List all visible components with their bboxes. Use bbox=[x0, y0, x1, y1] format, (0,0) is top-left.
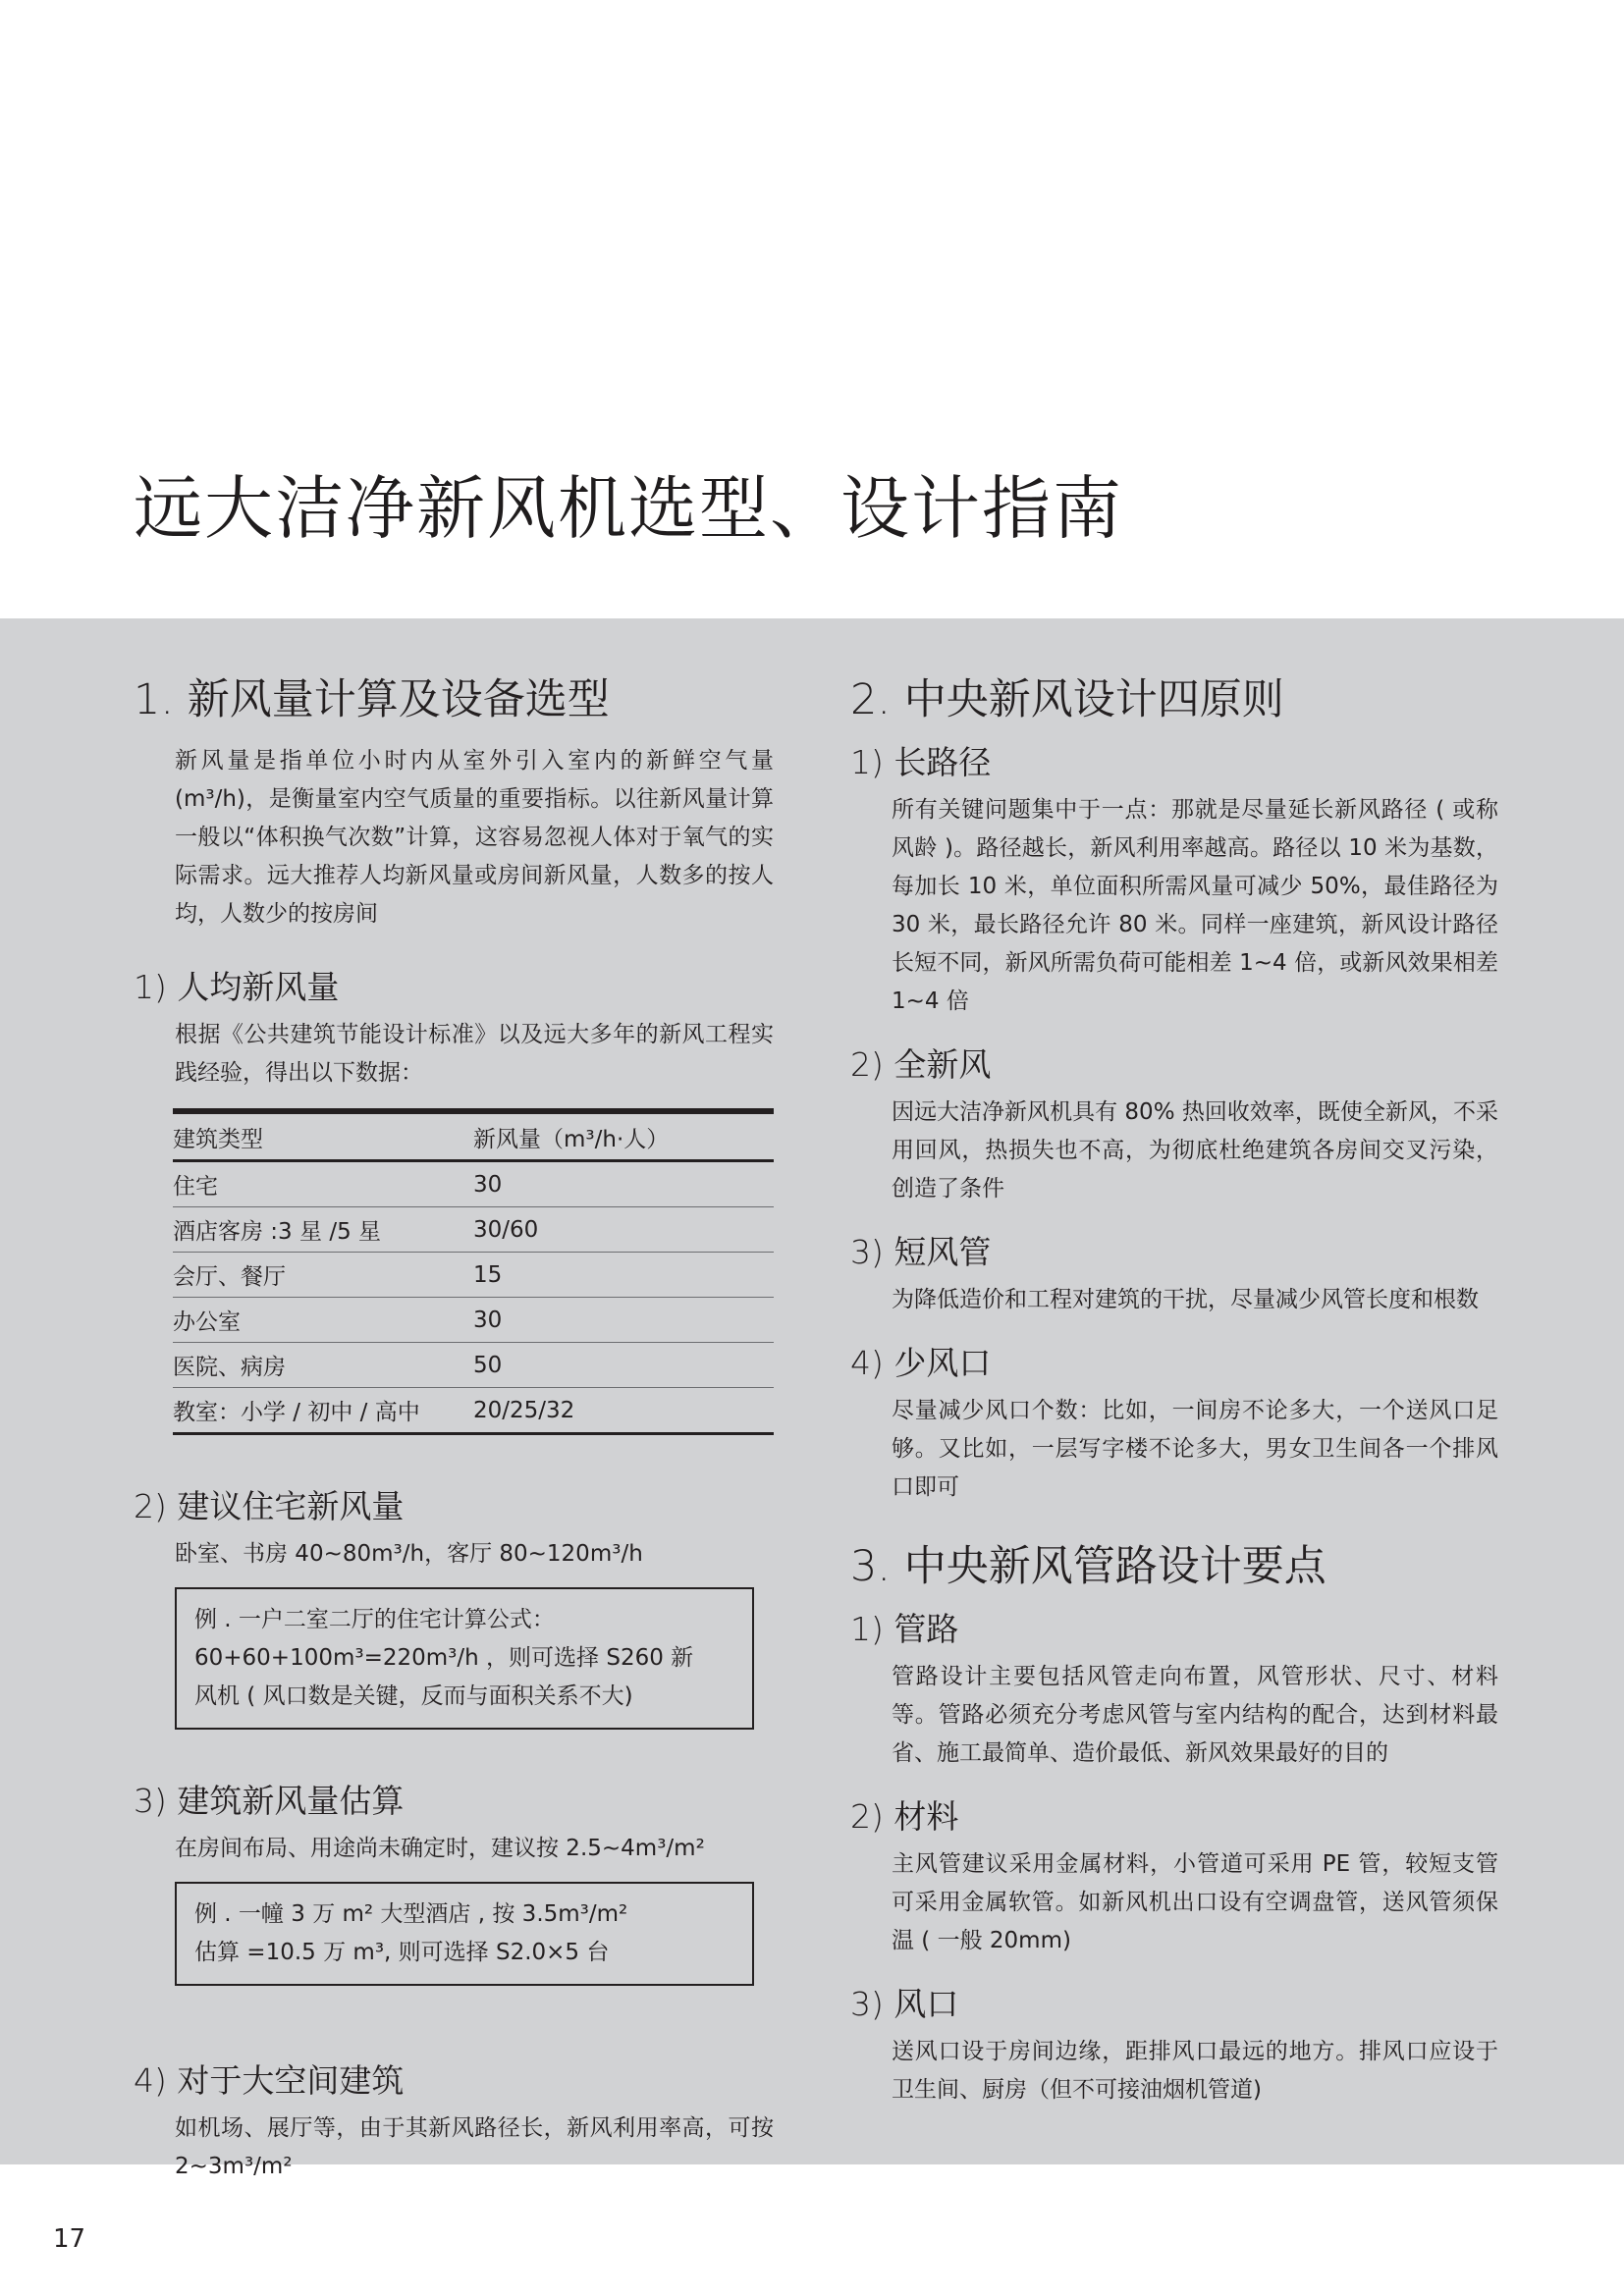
table-cell: 30/60 bbox=[473, 1207, 774, 1253]
table-cell: 教室：小学 / 初中 / 高中 bbox=[173, 1388, 473, 1434]
pipeline-text: 管路设计主要包括风管走向布置，风管形状、尺寸、材料等。管路必须充分考虑风管与室内结构的配合，达到材料最省、施工最简单、造价最低、新风效果最好的目的 bbox=[892, 1664, 1498, 1766]
page-number: 17 bbox=[53, 2224, 86, 2254]
large-space-text: 如机场、展厅等，由于其新风路径长，新风利用率高，可按 2~3m³/m² bbox=[175, 2115, 774, 2179]
section-heading-duct-design: 3. 中央新风管路设计要点 bbox=[850, 1542, 1326, 1591]
vent-text: 送风口设于房间边缘，距排风口最远的地方。排风口应设于卫生间、厨房（但不可接油烟机管道) bbox=[892, 2039, 1498, 2103]
example-line: 风机 ( 风口数是关键，反而与面积关系不大) bbox=[194, 1683, 633, 1709]
table-cell: 酒店客房 :3 星 /5 星 bbox=[173, 1207, 473, 1253]
table-row bbox=[173, 1207, 774, 1253]
building-example-box bbox=[175, 1882, 754, 1986]
table-row bbox=[173, 1298, 774, 1343]
subheading-vent: 3) 风口 bbox=[850, 1985, 959, 2023]
section-heading-four-principles: 2. 中央新风设计四原则 bbox=[850, 675, 1284, 724]
subheading-short-duct: 3) 短风管 bbox=[850, 1233, 992, 1271]
section-heading-fresh-air-volume: 1. 新风量计算及设备选型 bbox=[134, 675, 610, 724]
subheading-long-path: 1) 长路径 bbox=[850, 743, 992, 781]
subheading-material: 2) 材料 bbox=[850, 1797, 959, 1836]
subheading-large-space: 4) 对于大空间建筑 bbox=[134, 2061, 405, 2100]
subheading-per-capita: 1) 人均新风量 bbox=[134, 968, 340, 1006]
long-path-text: 所有关键问题集中于一点：那就是尽量延长新风路径 ( 或称风龄 )。路径越长，新风利用率越高。路径以 10 米为基数，每加长 10 米，单位面积所需风量可减少 50%，最佳路径为 30 米，最长路径允许 80 米。同样一座建筑，新风设计路径长短不同，新风所需负荷可能相差 1~4 倍，或新风效果相差 1~4 倍 bbox=[892, 797, 1498, 1014]
table-cell: 办公室 bbox=[173, 1298, 473, 1343]
few-vents-text: 尽量减少风口个数：比如，一间房不论多大，一个送风口足够。又比如，一层写字楼不论多大，男女卫生间各一个排风口即可 bbox=[892, 1398, 1498, 1500]
table-row bbox=[173, 1388, 774, 1434]
page-title: 远大洁净新风机选型、设计指南 bbox=[134, 468, 1123, 549]
fresh-air-table bbox=[173, 1108, 774, 1435]
example-line: 估算 =10.5 万 m³, 则可选择 S2.0×5 台 bbox=[194, 1940, 610, 1965]
material-text: 主风管建议采用金属材料，小管道可采用 PE 管，较短支管可采用金属软管。如新风机出口设有空调盘管，送风管须保温 ( 一般 20mm) bbox=[892, 1851, 1498, 1953]
table-cell: 20/25/32 bbox=[473, 1388, 774, 1434]
right-column bbox=[850, 673, 1498, 2109]
table-cell: 医院、病房 bbox=[173, 1343, 473, 1388]
table-cell: 30 bbox=[473, 1298, 774, 1343]
table-cell: 会厅、餐厅 bbox=[173, 1253, 473, 1298]
per-capita-text: 根据《公共建筑节能设计标准》以及远大多年的新风工程实践经验，得出以下数据： bbox=[175, 1022, 774, 1086]
table-header: 建筑类型 bbox=[173, 1111, 473, 1161]
table-cell: 30 bbox=[473, 1161, 774, 1207]
left-column bbox=[134, 673, 774, 2186]
subheading-full-fresh-air: 2) 全新风 bbox=[850, 1045, 992, 1084]
subheading-few-vents: 4) 少风口 bbox=[850, 1344, 992, 1382]
table-row bbox=[173, 1343, 774, 1388]
subheading-residential: 2) 建议住宅新风量 bbox=[134, 1487, 405, 1525]
subheading-building-estimate: 3) 建筑新风量估算 bbox=[134, 1782, 405, 1820]
subheading-pipeline: 1) 管路 bbox=[850, 1610, 959, 1648]
example-line: 60+60+100m³=220m³/h ，则可选择 S260 新 bbox=[194, 1645, 694, 1671]
residential-text: 卧室、书房 40~80m³/h，客厅 80~120m³/h bbox=[175, 1541, 643, 1567]
full-fresh-air-text: 因远大洁净新风机具有 80% 热回收效率，既使全新风，不采用回风，热损失也不高，为彻底杜绝建筑各房间交叉污染，创造了条件 bbox=[892, 1099, 1498, 1201]
residential-example-box bbox=[175, 1587, 754, 1730]
table-cell: 15 bbox=[473, 1253, 774, 1298]
example-line: 例 . 一幢 3 万 m² 大型酒店 , 按 3.5m³/m² bbox=[194, 1901, 628, 1927]
table-row bbox=[173, 1161, 774, 1207]
short-duct-text: 为降低造价和工程对建筑的干扰，尽量减少风管长度和根数 bbox=[892, 1287, 1479, 1312]
table-header-row bbox=[173, 1111, 774, 1161]
section-intro: 新风量是指单位小时内从室外引入室内的新鲜空气量(m³/h)，是衡量室内空气质量的重要指标。以往新风量计算一般以“体积换气次数”计算，这容易忽视人体对于氧气的实际需求。远大推荐人均新风量或房间新风量，人数多的按人均，人数少的按房间 bbox=[175, 748, 774, 927]
example-line: 例 . 一户二室二厅的住宅计算公式： bbox=[194, 1607, 555, 1632]
table-cell: 50 bbox=[473, 1343, 774, 1388]
table-cell: 住宅 bbox=[173, 1161, 473, 1207]
table-header: 新风量（m³/h·人） bbox=[473, 1111, 774, 1161]
building-estimate-text: 在房间布局、用途尚未确定时，建议按 2.5~4m³/m² bbox=[175, 1836, 705, 1861]
table-row bbox=[173, 1253, 774, 1298]
